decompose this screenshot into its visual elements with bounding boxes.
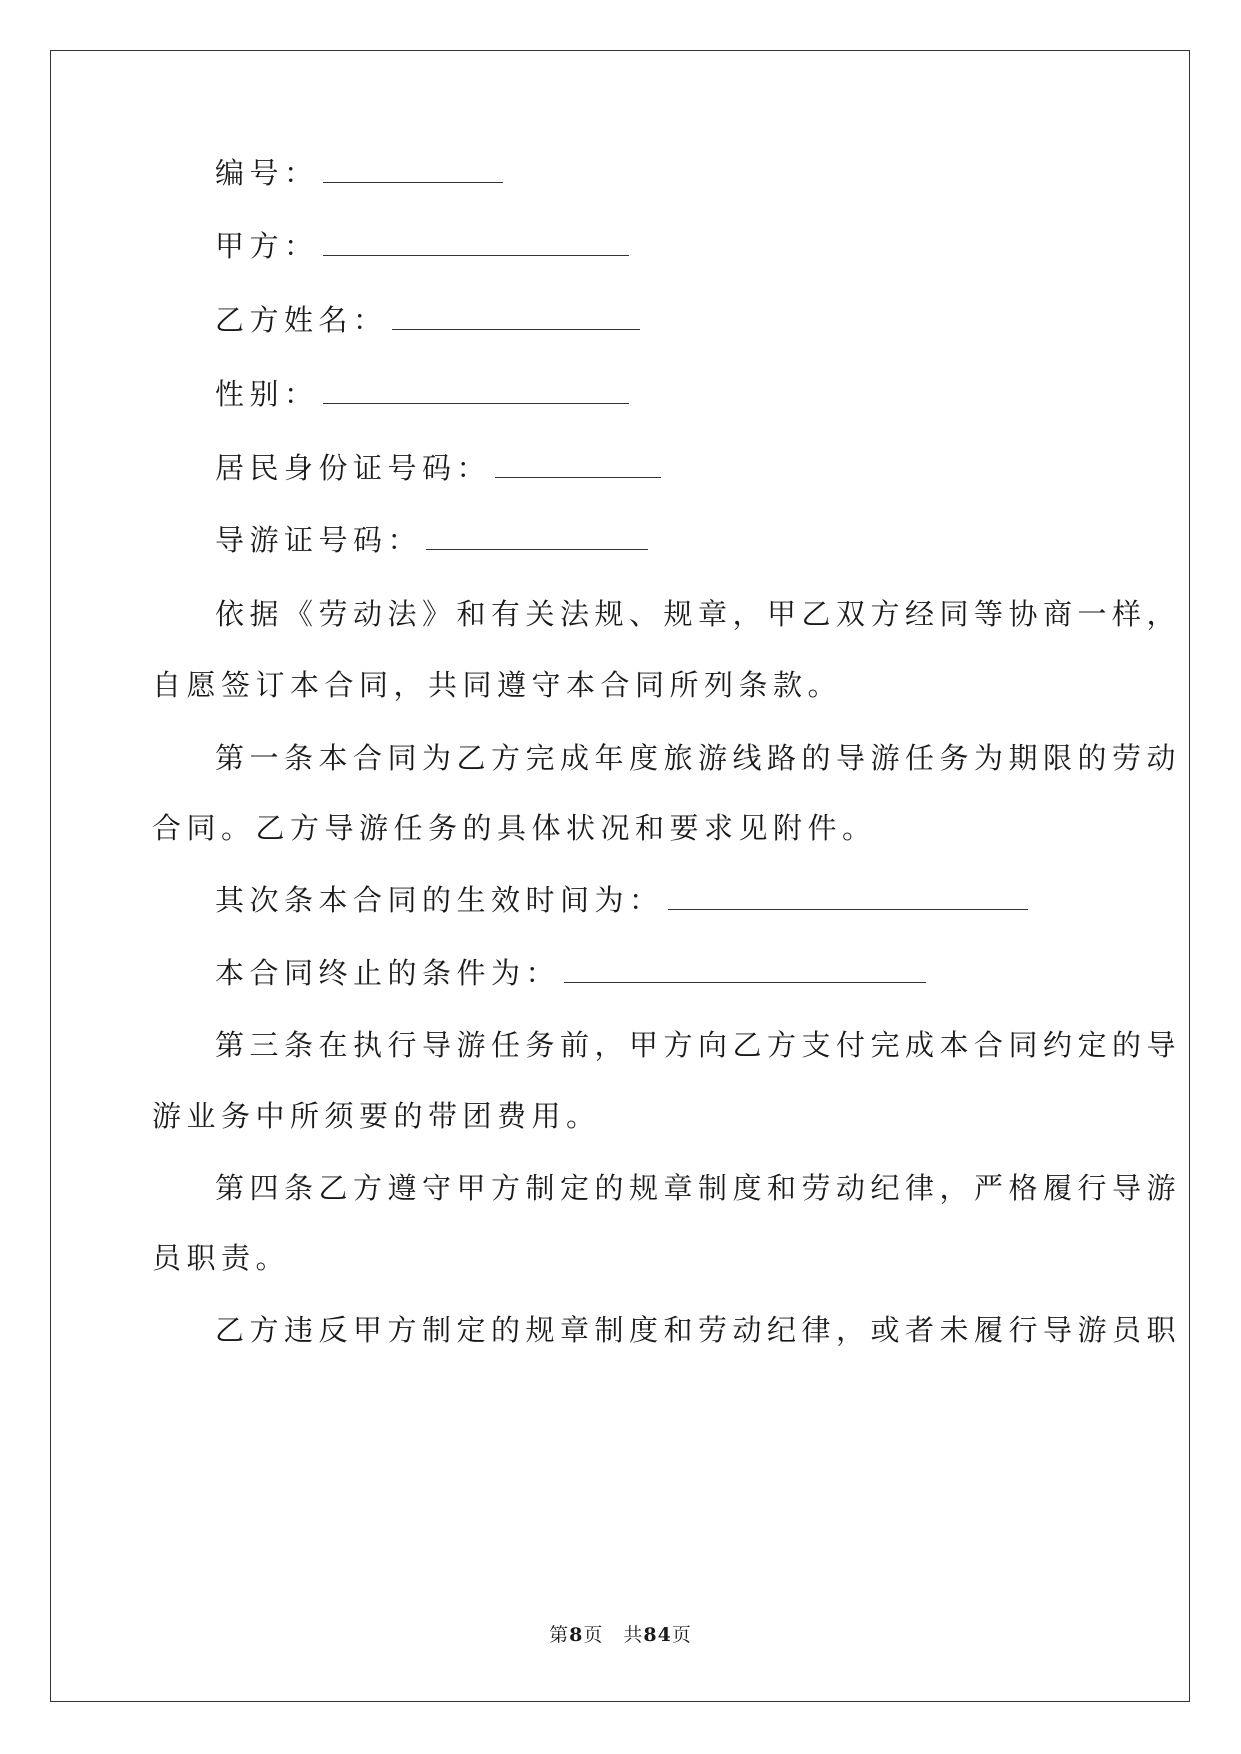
termination-blank bbox=[564, 960, 926, 983]
party-a-field bbox=[215, 226, 629, 266]
party-a-label: 甲方： bbox=[215, 229, 319, 263]
serial-label: 编号： bbox=[215, 156, 319, 190]
article-3-line-1: 第三条在执行导游任务前，甲方向乙方支付完成本合同约定的导 bbox=[215, 1028, 1182, 1062]
gender-blank bbox=[323, 381, 629, 404]
footer-mid: 页 共 bbox=[583, 1624, 644, 1646]
article-1-line-1: 第一条本合同为乙方完成年度旅游线路的导游任务为期限的劳动 bbox=[215, 741, 1182, 775]
id-number-label: 居民身份证号码： bbox=[215, 451, 492, 485]
party-b-name-field bbox=[215, 300, 640, 340]
termination-label: 本合同终止的条件为： bbox=[215, 956, 561, 990]
effective-date-field bbox=[215, 880, 1028, 920]
serial-field bbox=[215, 153, 503, 193]
article-1-line-2: 合同。乙方导游任务的具体状况和要求见附件。 bbox=[152, 811, 877, 845]
paragraph-1-line-1: 依据《劳动法》和有关法规、规章，甲乙双方经同等协商一样， bbox=[215, 597, 1182, 631]
violation-paragraph-line-1: 乙方违反甲方制定的规章制度和劳动纪律，或者未履行导游员职 bbox=[215, 1313, 1182, 1347]
id-number-blank bbox=[495, 455, 661, 478]
serial-blank bbox=[323, 160, 503, 183]
page-footer bbox=[0, 1620, 1241, 1647]
footer-prefix: 第 bbox=[549, 1624, 570, 1646]
party-b-name-label: 乙方姓名： bbox=[215, 303, 388, 337]
page-frame bbox=[50, 50, 1190, 1702]
footer-suffix: 页 bbox=[671, 1624, 692, 1646]
footer-page-number: 8 bbox=[569, 1624, 584, 1646]
article-4-line-1: 第四条乙方遵守甲方制定的规章制度和劳动纪律，严格履行导游 bbox=[215, 1171, 1182, 1205]
footer-total-pages: 84 bbox=[643, 1624, 672, 1646]
effective-date-blank bbox=[668, 887, 1028, 910]
paragraph-1-line-2: 自愿签订本合同，共同遵守本合同所列条款。 bbox=[152, 668, 843, 702]
gender-label: 性别： bbox=[215, 377, 319, 411]
party-b-name-blank bbox=[392, 307, 640, 330]
article-3-line-2: 游业务中所须要的带团费用。 bbox=[152, 1099, 601, 1133]
effective-date-label: 其次条本合同的生效时间为： bbox=[215, 883, 664, 917]
article-4-line-2: 员职责。 bbox=[152, 1241, 291, 1275]
id-number-field bbox=[215, 448, 661, 488]
guide-license-label: 导游证号码： bbox=[215, 523, 423, 557]
guide-license-blank bbox=[426, 527, 648, 550]
party-a-blank bbox=[323, 233, 629, 256]
gender-field bbox=[215, 374, 629, 414]
termination-field bbox=[215, 953, 926, 993]
guide-license-field bbox=[215, 520, 648, 560]
